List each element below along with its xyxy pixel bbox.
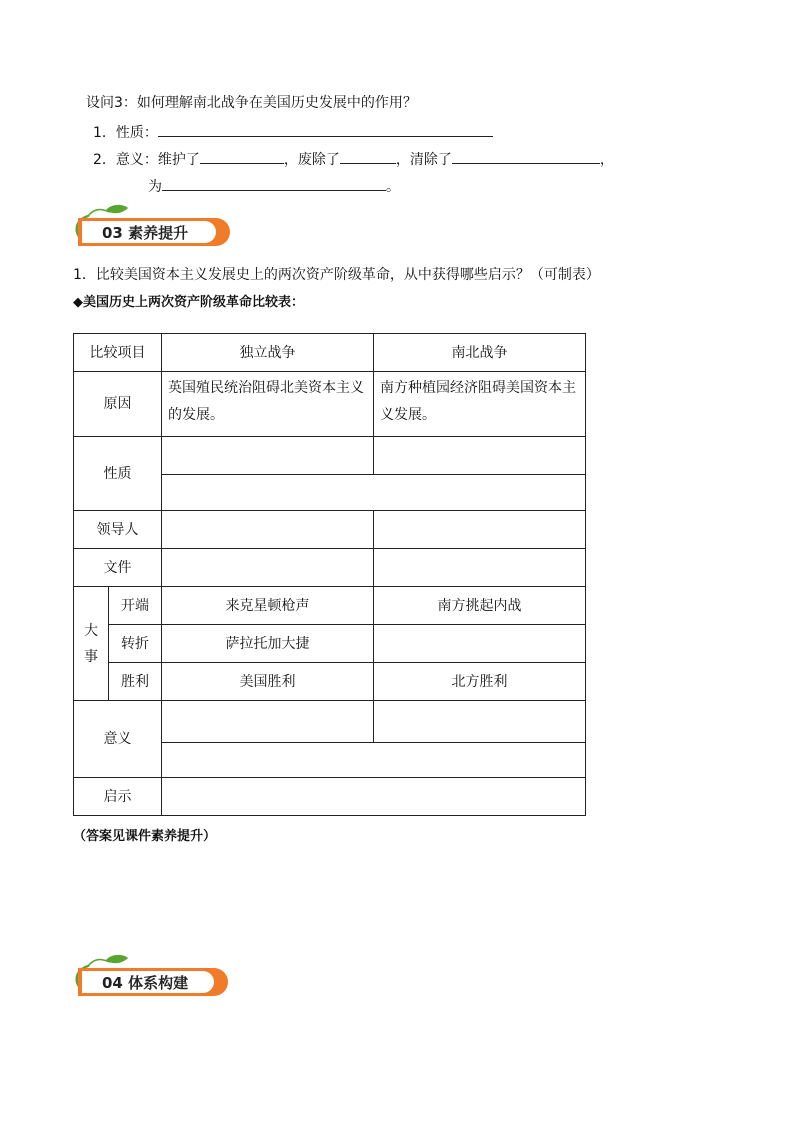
row-leader: [74, 511, 586, 549]
nature-label: 性质: [74, 437, 162, 511]
header-civil-war: 南北战争: [374, 334, 586, 372]
question-prompt: 设问3：如何理解南北战争在美国历史发展中的作用？: [86, 95, 417, 111]
leader-war1-cell[interactable]: [162, 511, 374, 549]
inspiration-cell[interactable]: [162, 778, 586, 816]
header-war-of-independence: 独立战争: [162, 334, 374, 372]
item-2-line2-suffix: 。: [386, 179, 400, 195]
document-war1-cell[interactable]: [162, 549, 374, 587]
event-start-war1: 来克星顿枪声: [162, 587, 374, 625]
row-event-turning: [74, 625, 586, 663]
comparison-table: [73, 333, 586, 816]
section-title: 03 素养提升: [82, 221, 216, 243]
cause-war1: 英国殖民统治阻碍北美资本主义的发展。: [162, 372, 374, 437]
item-2-text-4: ，: [599, 152, 614, 168]
cause-label: 原因: [74, 372, 162, 437]
event-victory-war1: 美国胜利: [162, 663, 374, 701]
question-item-2-line2: [148, 176, 400, 196]
nature-war1-cell[interactable]: [162, 437, 374, 475]
event-victory-war2: 北方胜利: [374, 663, 586, 701]
significance-common-cell[interactable]: [162, 743, 586, 778]
item-2-text-1: 维护了: [157, 152, 200, 168]
event-turning-label: 转折: [109, 625, 162, 663]
task-prompt: 1．比较美国资本主义发展史上的两次资产阶级革命，从中获得哪些启示？（可制表）: [73, 267, 600, 283]
document-label: 文件: [74, 549, 162, 587]
question-item-2: [93, 149, 614, 169]
events-label: 大事: [74, 587, 109, 701]
for-blank[interactable]: [162, 176, 386, 191]
table-caption: ◆美国历史上两次资产阶级革命比较表：: [73, 295, 304, 310]
table-header-row: [74, 334, 586, 372]
item-2-line2-prefix: 为: [148, 179, 162, 195]
leader-label: 领导人: [74, 511, 162, 549]
item-2-label: 2．意义：: [93, 152, 158, 168]
clear-blank[interactable]: [452, 149, 600, 164]
event-turning-war1: 萨拉托加大捷: [162, 625, 374, 663]
significance-war2-cell[interactable]: [374, 701, 586, 743]
event-start-label: 开端: [109, 587, 162, 625]
section-header-04: [70, 954, 240, 1004]
event-start-war2: 南方挑起内战: [374, 587, 586, 625]
section-title: 04 体系构建: [82, 971, 214, 993]
leader-war2-cell[interactable]: [374, 511, 586, 549]
row-event-start: [74, 587, 586, 625]
answer-note: （答案见课件素养提升）: [73, 829, 217, 844]
cause-war2: 南方种植园经济阻碍美国资本主义发展。: [374, 372, 586, 437]
section-header-03: [70, 204, 240, 254]
maintain-blank[interactable]: [200, 149, 284, 164]
row-document: [74, 549, 586, 587]
significance-label: 意义: [74, 701, 162, 778]
row-inspiration: [74, 778, 586, 816]
row-significance: [74, 701, 586, 743]
item-2-text-3: ，清除了: [395, 152, 452, 168]
document-war2-cell[interactable]: [374, 549, 586, 587]
event-victory-label: 胜利: [109, 663, 162, 701]
nature-common-cell[interactable]: [162, 475, 586, 511]
significance-war1-cell[interactable]: [162, 701, 374, 743]
nature-answer-blank[interactable]: [158, 122, 493, 137]
item-2-text-2: ，废除了: [283, 152, 340, 168]
event-turning-war2[interactable]: [374, 625, 586, 663]
row-cause: [74, 372, 586, 437]
row-nature: [74, 437, 586, 475]
nature-war2-cell[interactable]: [374, 437, 586, 475]
row-event-victory: [74, 663, 586, 701]
header-compare-item: 比较项目: [74, 334, 162, 372]
item-1-label: 1．性质：: [93, 125, 158, 141]
abolish-blank[interactable]: [340, 149, 396, 164]
inspiration-label: 启示: [74, 778, 162, 816]
question-item-1: [93, 122, 493, 142]
